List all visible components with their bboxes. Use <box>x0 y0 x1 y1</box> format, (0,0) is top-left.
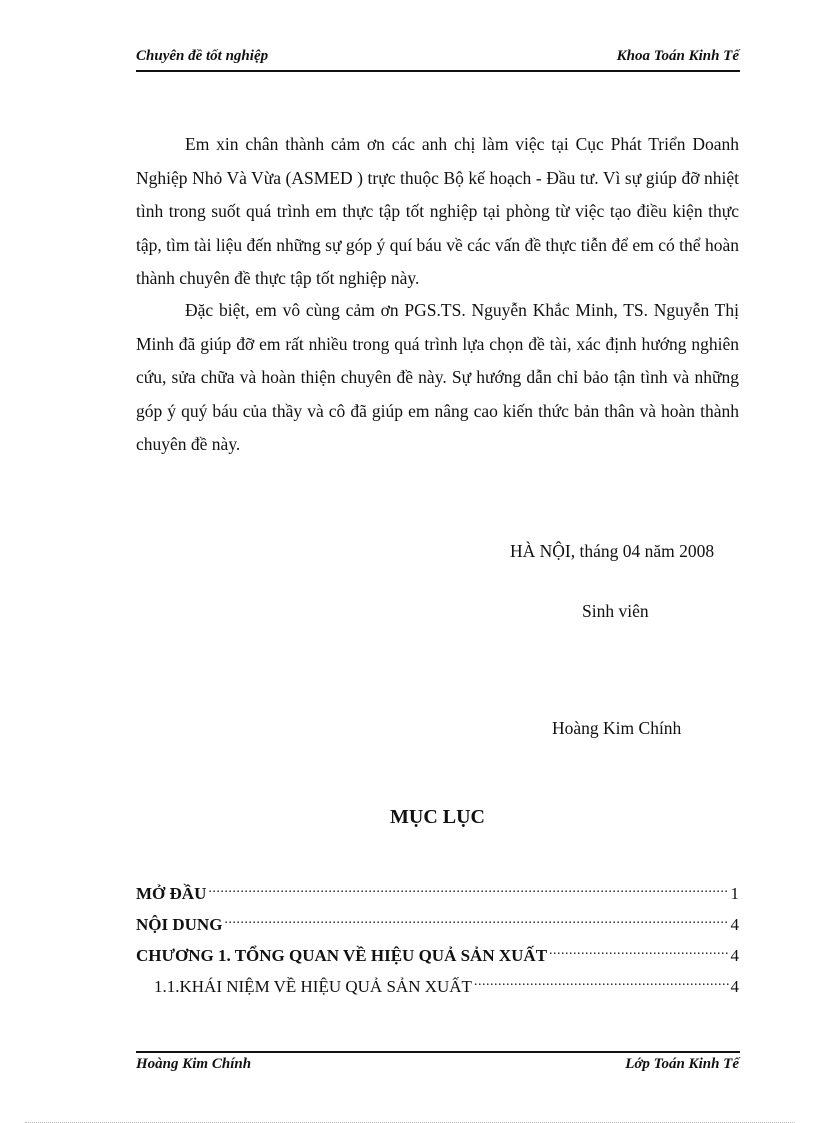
toc-entry[interactable] <box>136 973 739 1004</box>
toc-leader-dots <box>208 880 728 899</box>
header-rule <box>136 70 740 72</box>
toc-leader-dots <box>224 911 728 930</box>
toc-entry-page: 4 <box>730 976 739 996</box>
toc-title: MỤC LỤC <box>390 806 485 828</box>
toc-entry[interactable] <box>136 911 739 942</box>
signature-date: HÀ NỘI, tháng 04 năm 2008 <box>510 541 715 561</box>
signature-role: Sinh viên <box>582 601 649 621</box>
toc-entry-page: 4 <box>730 945 739 965</box>
toc-leader-dots <box>474 973 729 992</box>
header-right-text: Khoa Toán Kinh Tế <box>616 48 739 64</box>
acknowledgement-paragraph-2: Đặc biệt, em vô cùng cảm ơn PGS.TS. Nguyễn Khắc Minh, TS. Nguyễn Thị Minh đã giúp đỡ em rất nhiều trong quá trình lựa chọn đề tài, xác định hướng nghiên cứu, sửa chữa và hoàn thiện chuyên đề này. Sự hướng dẫn chỉ bảo tận tình và những góp ý quý báu của thầy và cô đã giúp em nâng cao kiến thức bản thân và hoàn thành chuyên đề này. <box>136 300 739 454</box>
toc-entry-label: NỘI DUNG <box>136 914 223 934</box>
header-left-text: Chuyên đề tốt nghiệp <box>136 48 269 64</box>
toc-entry[interactable] <box>136 942 739 973</box>
signature-name: Hoàng Kim Chính <box>552 718 682 738</box>
toc-entry-page: 1 <box>730 883 739 903</box>
toc-entry-label: 1.1.KHÁI NIỆM VỀ HIỆU QUẢ SẢN XUẤT <box>154 976 472 996</box>
footer-left-text: Hoàng Kim Chính <box>136 1056 252 1072</box>
acknowledgement-paragraph-1: Em xin chân thành cảm ơn các anh chị làm việc tại Cục Phát Triển Doanh Nghiệp Nhỏ Và Vừa (ASMED ) trực thuộc Bộ kế hoạch - Đầu tư. Vì sự giúp đỡ nhiệt tình trong suốt quá trình em thực tập tốt nghiệp tại phòng từ việc tạo điều kiện thực tập, tìm tài liệu đến những sự góp ý quí báu về các vấn đề thực tiễn để em có thể hoàn thành chuyên đề thực tập tốt nghiệp này. <box>136 134 739 288</box>
footer-right-text: Lớp Toán Kinh Tế <box>625 1056 739 1072</box>
toc-entry-page: 4 <box>730 914 739 934</box>
toc-entry-label: MỞ ĐẦU <box>136 883 207 903</box>
toc-entry-label: CHƯƠNG 1. TỔNG QUAN VỀ HIỆU QUẢ SẢN XUẤT <box>136 945 548 965</box>
toc-leader-dots <box>549 942 728 961</box>
table-of-contents <box>136 880 739 1004</box>
page-footer <box>136 1056 739 1076</box>
toc-entry[interactable] <box>136 880 739 911</box>
page-header <box>136 48 739 68</box>
footer-rule <box>136 1051 740 1053</box>
